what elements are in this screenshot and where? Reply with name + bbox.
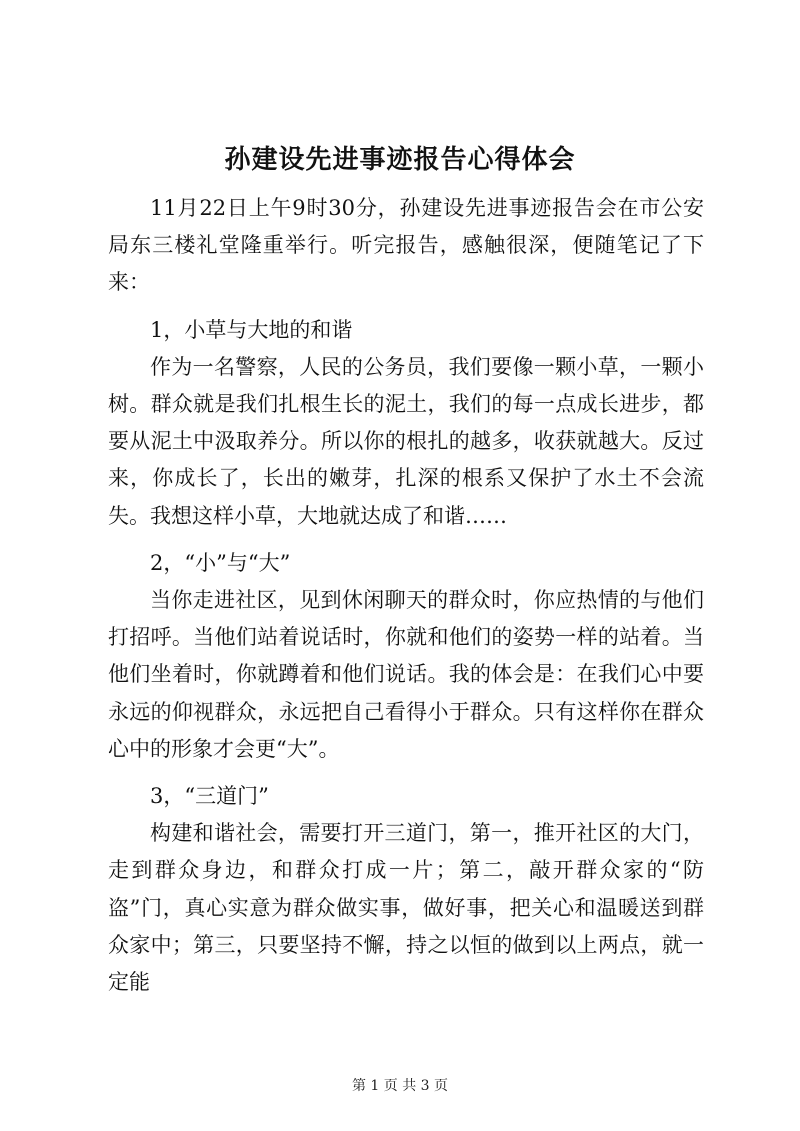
paragraph-section-3: 构建和谐社会，需要打开三道门，第一，推开社区的大门，走到群众身边，和群众打成一片；第二，敲开群众家的“防盗”门，真心实意为群众做实事，做好事，把关心和温暖送到群众家中；第三，只要坚持不懈，持之以恒的做到以上两点，就一定能 (108, 821, 704, 995)
paragraph-intro: 11月22日上午9时30分，孙建设先进事迹报告会在市公安局东三楼礼堂隆重举行。听完报告，感触很深，便随笔记了下来： (108, 196, 704, 295)
paragraph-section-2: 当你走进社区，见到休闲聊天的群众时，你应热情的与他们打招呼。当他们站着说话时，你就和他们的姿势一样的站着。当他们坐着时，你就蹲着和他们说话。我的体会是：在我们心中要永远的仰视群众，永远把自己看得小于群众。只有这样你在群众心中的形象才会更“大”。 (108, 588, 704, 761)
paragraph-section-1: 作为一名警察，人民的公务员，我们要像一颗小草，一颗小树。群众就是我们扎根生长的泥土，我们的每一点成长进步，都要从泥土中汲取养分。所以你的根扎的越多，收获就越大。反过来，你成长了，长出的嫩芽，扎深的根系又保护了水土不会流失。我想这样小草，大地就达成了和谐…… (108, 354, 704, 528)
document-title: 孙建设先进事迹报告心得体会 (224, 145, 576, 175)
section-heading-1: 1，小草与大地的和谐 (150, 317, 353, 342)
page-footer: 第 1 页 共 3 页 (351, 1078, 449, 1094)
section-heading-2: 2，“小”与“大” (150, 550, 291, 575)
document-body (108, 190, 704, 1001)
section-heading-3: 3，“三道门” (150, 784, 269, 809)
